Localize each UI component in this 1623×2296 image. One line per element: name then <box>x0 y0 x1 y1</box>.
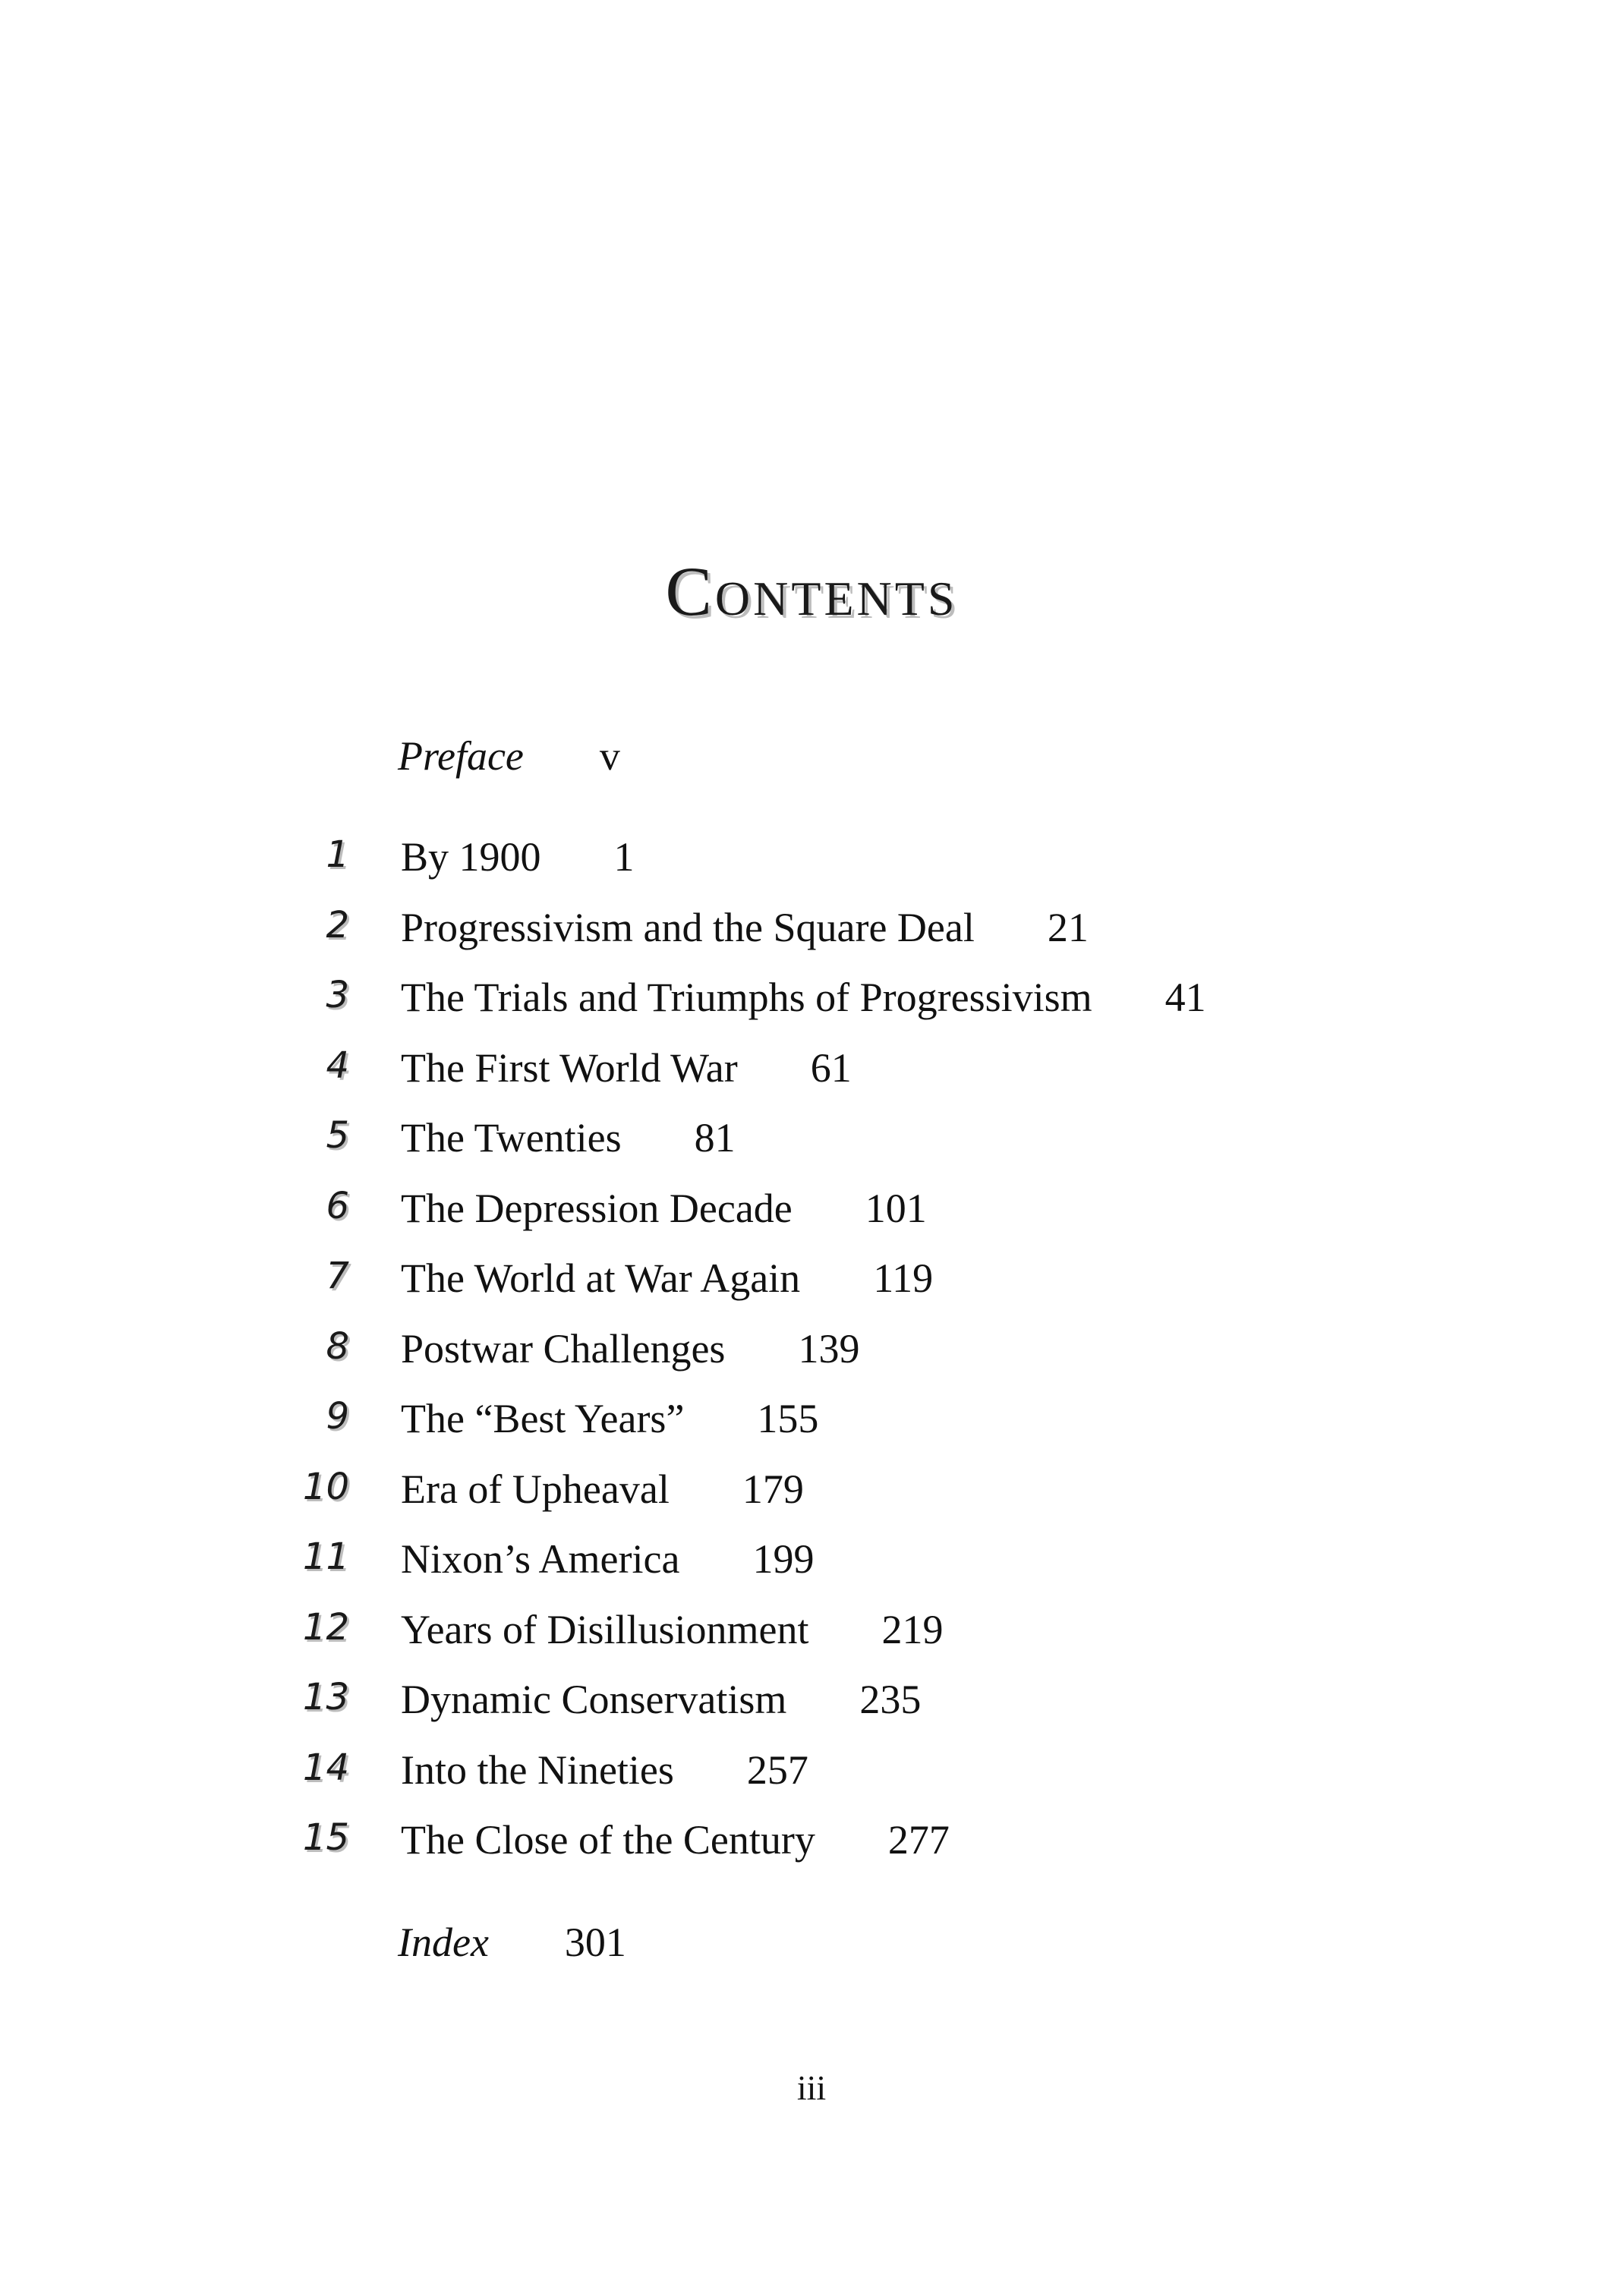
chapter-entry <box>0 1535 1623 1606</box>
chapter-entry <box>0 833 1623 904</box>
chapter-page-number: 21 <box>1047 904 1089 950</box>
chapter-page-number: 101 <box>865 1185 927 1231</box>
chapter-entry <box>0 904 1623 975</box>
chapter-title: The Depression Decade <box>401 1185 793 1231</box>
chapter-entry <box>0 1816 1623 1887</box>
chapter-entry <box>0 1606 1623 1677</box>
chapter-entry <box>0 1395 1623 1466</box>
chapter-number: 2 <box>326 903 349 946</box>
page-folio: iii <box>796 2068 827 2107</box>
chapter-page-number: 257 <box>746 1746 808 1793</box>
chapter-title: Years of Disillusionment <box>401 1606 809 1652</box>
chapter-title: Progressivism and the Square Deal <box>401 904 975 950</box>
chapter-title: The “Best Years” <box>401 1396 685 1441</box>
chapter-title: Postwar Challenges <box>401 1325 726 1372</box>
chapter-page-number: 235 <box>859 1677 922 1722</box>
chapter-title: The Trials and Triumphs of Progressivism <box>401 975 1092 1020</box>
chapter-number: 1 <box>326 833 349 876</box>
chapter-number: 14 <box>302 1746 349 1789</box>
chapter-number: 4 <box>326 1044 349 1087</box>
chapter-number: 5 <box>326 1114 349 1157</box>
chapter-page-number: 1 <box>613 834 635 880</box>
chapter-entry <box>0 1255 1623 1325</box>
chapter-page-number: 139 <box>798 1325 860 1372</box>
chapter-title: Nixon’s America <box>401 1536 680 1582</box>
chapter-page-number: 219 <box>881 1606 944 1652</box>
chapter-number: 9 <box>326 1395 349 1438</box>
chapter-page-number: 277 <box>887 1817 950 1863</box>
chapter-entry <box>0 1746 1623 1817</box>
chapter-page-number: 119 <box>873 1255 934 1301</box>
chapter-number: 10 <box>302 1465 349 1508</box>
preface-entry <box>398 732 620 780</box>
chapter-number: 3 <box>326 974 349 1016</box>
index-entry <box>398 1919 626 1966</box>
chapter-title: Era of Upheaval <box>401 1466 670 1512</box>
index-page-number: 301 <box>564 1920 626 1965</box>
chapter-title: The Close of the Century <box>401 1817 815 1863</box>
chapter-page-number: 199 <box>752 1536 815 1582</box>
chapter-page-number: 155 <box>757 1396 819 1441</box>
chapter-entry <box>0 1114 1623 1185</box>
chapter-number: 11 <box>302 1535 349 1578</box>
chapter-page-number: 41 <box>1164 975 1206 1020</box>
chapter-number: 15 <box>302 1816 349 1859</box>
chapter-entry <box>0 1676 1623 1746</box>
preface-label: Preface <box>398 733 524 779</box>
index-label: Index <box>398 1920 489 1965</box>
chapter-title: The First World War <box>401 1044 738 1091</box>
chapter-entry <box>0 1185 1623 1255</box>
chapter-title: Into the Nineties <box>401 1746 674 1793</box>
chapter-page-number: 61 <box>810 1044 852 1091</box>
chapter-number: 12 <box>302 1605 349 1649</box>
chapter-number: 8 <box>326 1324 349 1368</box>
chapter-title: Dynamic Conservatism <box>401 1677 787 1722</box>
chapter-entry <box>0 1325 1623 1396</box>
preface-page-number: v <box>599 733 620 779</box>
chapter-title: By 1900 <box>401 834 541 880</box>
chapter-number: 6 <box>326 1184 349 1227</box>
chapter-page-number: 81 <box>694 1115 736 1161</box>
chapter-number: 7 <box>326 1255 349 1297</box>
page-title: Contents <box>665 553 958 630</box>
chapter-title: The World at War Again <box>401 1255 801 1301</box>
chapter-entry <box>0 1044 1623 1115</box>
chapter-page-number: 179 <box>742 1466 804 1512</box>
chapter-number: 13 <box>302 1676 349 1718</box>
chapter-entry <box>0 1466 1623 1536</box>
chapter-title: The Twenties <box>401 1115 622 1161</box>
chapter-list <box>0 833 1623 1887</box>
chapter-entry <box>0 974 1623 1044</box>
